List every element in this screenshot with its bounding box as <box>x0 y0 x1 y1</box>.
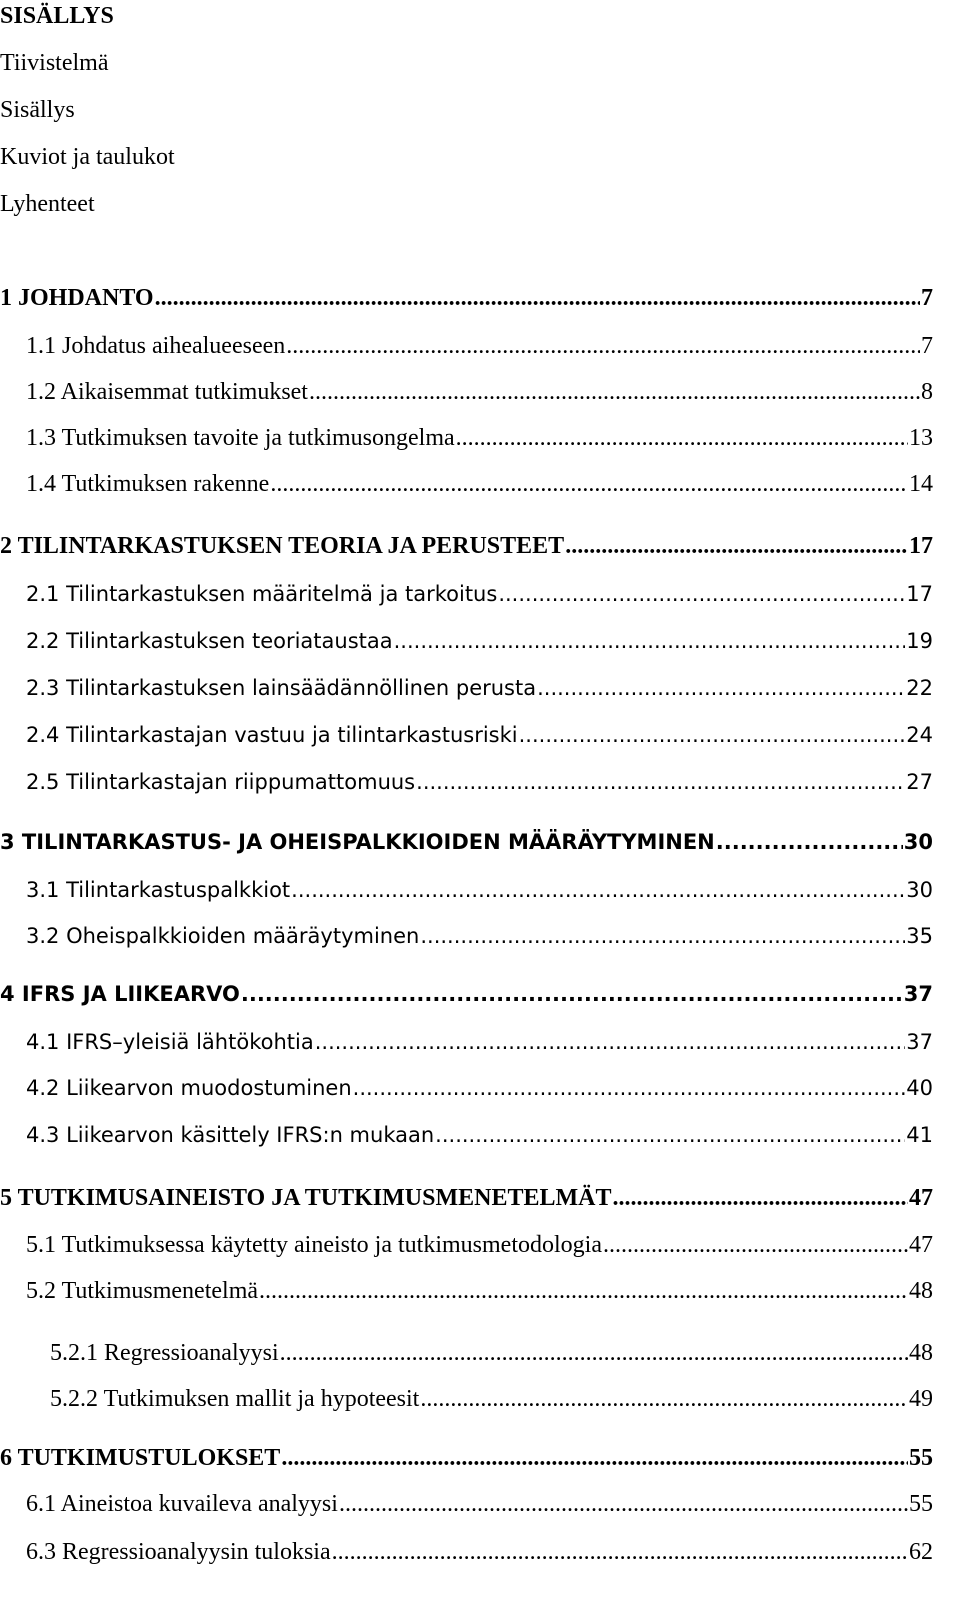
toc-section-1-3[interactable] <box>26 426 933 450</box>
toc-section-4-3[interactable] <box>26 1125 933 1146</box>
toc-leader <box>353 1078 906 1099</box>
toc-section-6-3[interactable] <box>26 1540 933 1564</box>
toc-section-5-2[interactable] <box>26 1279 933 1303</box>
toc-heading: SISÄLLYS <box>0 3 114 29</box>
toc-leader <box>259 1279 908 1303</box>
toc-label: 1.2 Aikaisemmat tutkimukset <box>26 379 308 405</box>
toc-section-2-1[interactable] <box>26 584 933 605</box>
toc-label: 1 JOHDANTO <box>0 285 154 311</box>
toc-chapter-3[interactable] <box>0 832 933 853</box>
toc-leader <box>537 678 905 699</box>
toc-label: 4.3 Liikearvon käsittely IFRS:n mukaan <box>26 1123 435 1147</box>
toc-page-number: 8 <box>921 379 933 405</box>
toc-page-number: 40 <box>906 1076 933 1100</box>
toc-section-1-4[interactable] <box>26 472 933 496</box>
toc-page-number: 14 <box>909 471 933 497</box>
toc-label: 2 TILINTARKASTUKSEN TEORIA JA PERUSTEET <box>0 533 565 559</box>
toc-label: 3.2 Oheispalkkioiden määräytyminen <box>26 924 420 948</box>
toc-label: 3.1 Tilintarkastuspalkkiot <box>26 878 291 902</box>
toc-page-number: 7 <box>921 285 933 311</box>
toc-leader <box>155 286 920 310</box>
toc-page-number: 7 <box>921 333 933 359</box>
toc-section-6-1[interactable] <box>26 1492 933 1516</box>
toc-section-5-1[interactable] <box>26 1233 933 1257</box>
toc-page-number: 48 <box>909 1340 933 1366</box>
toc-chapter-2[interactable] <box>0 534 933 558</box>
toc-page-number: 30 <box>903 830 933 854</box>
toc-page-number: 55 <box>909 1445 933 1471</box>
toc-page-number: 47 <box>909 1232 933 1258</box>
toc-label: 2.3 Tilintarkastuksen lainsäädännöllinen perusta <box>26 676 537 700</box>
toc-page-number: 62 <box>909 1539 933 1565</box>
toc-leader <box>394 631 906 652</box>
toc-section-4-1[interactable] <box>26 1032 933 1053</box>
toc-chapter-4[interactable] <box>0 984 933 1005</box>
toc-label: 2.1 Tilintarkastuksen määritelmä ja tarkoitus <box>26 582 498 606</box>
toc-label: 5.2.1 Regressioanalyysi <box>50 1340 279 1366</box>
toc-label: 5 TUTKIMUSAINEISTO JA TUTKIMUSMENETELMÄT <box>0 1185 612 1211</box>
toc-page-number: 19 <box>906 629 933 653</box>
toc-label: 1.4 Tutkimuksen rakenne <box>26 471 270 497</box>
toc-page-number: 35 <box>906 924 933 948</box>
toc-leader <box>456 426 908 450</box>
toc-leader <box>435 1125 905 1146</box>
toc-page-number: 30 <box>906 878 933 902</box>
toc-leader <box>286 334 920 358</box>
toc-section-3-1[interactable] <box>26 880 933 901</box>
toc-page-number: 17 <box>906 582 933 606</box>
toc-section-2-3[interactable] <box>26 678 933 699</box>
toc-chapter-6[interactable] <box>0 1446 933 1470</box>
toc-subsection-5-2-2[interactable] <box>50 1387 933 1411</box>
toc-subsection-5-2-1[interactable] <box>50 1341 933 1365</box>
toc-page-number: 47 <box>909 1185 933 1211</box>
toc-leader <box>241 984 903 1005</box>
front-matter-sisallys[interactable]: Sisällys <box>0 97 75 123</box>
toc-leader <box>565 534 908 558</box>
toc-label: 2.5 Tilintarkastajan riippumattomuus <box>26 770 416 794</box>
toc-leader <box>612 1186 908 1210</box>
front-matter-lyhenteet[interactable]: Lyhenteet <box>0 191 95 217</box>
toc-label: 2.2 Tilintarkastuksen teoriataustaa <box>26 629 393 653</box>
toc-page-number: 22 <box>906 676 933 700</box>
toc-leader <box>420 1387 908 1411</box>
toc-page-number: 49 <box>909 1386 933 1412</box>
toc-section-2-5[interactable] <box>26 772 933 793</box>
toc-leader <box>291 880 905 901</box>
toc-label: 4.2 Liikearvon muodostuminen <box>26 1076 352 1100</box>
toc-page-number: 41 <box>906 1123 933 1147</box>
toc-chapter-5[interactable] <box>0 1186 933 1210</box>
toc-label: 1.1 Johdatus aihealueeseen <box>26 333 286 359</box>
toc-label: 1.3 Tutkimuksen tavoite ja tutkimusongelma <box>26 425 455 451</box>
front-matter-tiivistelma[interactable]: Tiivistelmä <box>0 50 109 76</box>
toc-label: 4 IFRS JA LIIKEARVO <box>0 982 240 1006</box>
toc-label: 5.2.2 Tutkimuksen mallit ja hypoteesit <box>50 1386 420 1412</box>
toc-page-number: 17 <box>909 533 933 559</box>
toc-leader <box>498 584 905 605</box>
toc-label: 3 TILINTARKASTUS- JA OHEISPALKKIOIDEN MÄÄRÄYTYMINEN <box>0 830 715 854</box>
toc-label: 2.4 Tilintarkastajan vastuu ja tilintarkastusriski <box>26 723 518 747</box>
toc-section-1-1[interactable] <box>26 334 933 358</box>
toc-page-number: 37 <box>906 1030 933 1054</box>
toc-leader <box>281 1446 908 1470</box>
toc-leader <box>339 1492 908 1516</box>
toc-page-number: 27 <box>906 770 933 794</box>
toc-section-3-2[interactable] <box>26 926 933 947</box>
toc-page-number: 37 <box>903 982 933 1006</box>
toc-label: 4.1 IFRS–yleisiä lähtökohtia <box>26 1030 314 1054</box>
toc-label: 6.3 Regressioanalyysin tuloksia <box>26 1539 331 1565</box>
toc-section-4-2[interactable] <box>26 1078 933 1099</box>
toc-leader <box>315 1032 906 1053</box>
toc-label: 5.2 Tutkimusmenetelmä <box>26 1278 259 1304</box>
toc-leader <box>603 1233 908 1257</box>
toc-leader <box>416 772 905 793</box>
toc-leader <box>280 1341 908 1365</box>
toc-leader <box>270 472 908 496</box>
toc-leader <box>420 926 905 947</box>
toc-label: 5.1 Tutkimuksessa käytetty aineisto ja tutkimusmetodologia <box>26 1232 602 1258</box>
toc-leader <box>716 832 903 853</box>
toc-leader <box>519 725 906 746</box>
toc-page-number: 24 <box>906 723 933 747</box>
toc-page-number: 55 <box>909 1491 933 1517</box>
toc-leader <box>332 1540 908 1564</box>
toc-section-2-4[interactable] <box>26 725 933 746</box>
toc-page-number: 48 <box>909 1278 933 1304</box>
toc-leader <box>309 380 920 404</box>
toc-section-1-2[interactable] <box>26 380 933 404</box>
toc-page-number: 13 <box>909 425 933 451</box>
toc-section-2-2[interactable] <box>26 631 933 652</box>
toc-label: 6 TUTKIMUSTULOKSET <box>0 1445 281 1471</box>
toc-chapter-1[interactable] <box>0 286 933 310</box>
toc-label: 6.1 Aineistoa kuvaileva analyysi <box>26 1491 338 1517</box>
front-matter-kuviot[interactable]: Kuviot ja taulukot <box>0 144 175 170</box>
